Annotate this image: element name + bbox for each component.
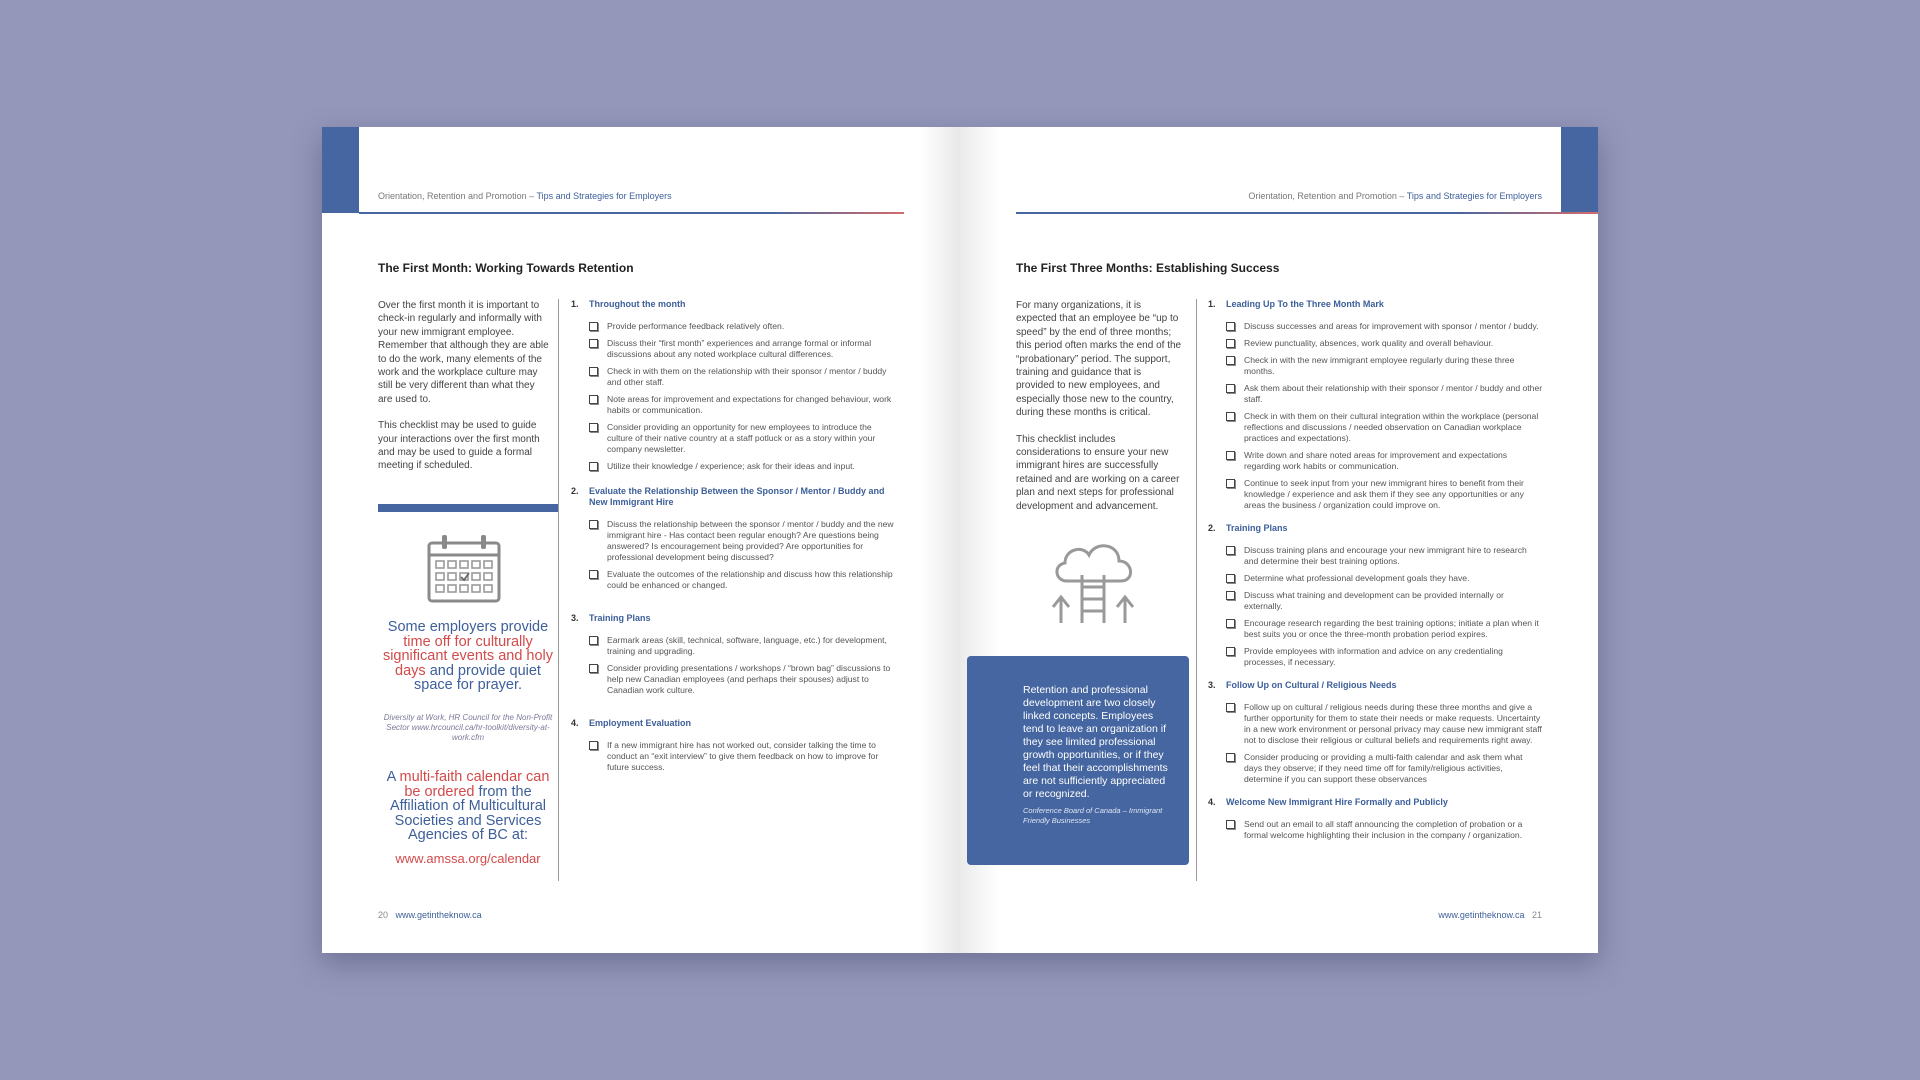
- section-title: Follow Up on Cultural / Religious Needs: [1226, 680, 1397, 690]
- section-number: 1.: [1208, 299, 1216, 309]
- section-heading: [571, 718, 896, 729]
- section-title: Training Plans: [1226, 523, 1288, 533]
- checklist-item-text: If a new immigrant hire has not worked out, consider talking the time to conduct an “exit interview” to give them feedback on how to improve for future success.: [607, 740, 879, 772]
- header-prefix: Orientation, Retention and Promotion –: [1248, 191, 1407, 201]
- checklist-item: [571, 394, 896, 416]
- section-number: 3.: [1208, 680, 1216, 690]
- section-heading: [1208, 299, 1543, 310]
- page-tab-left: [322, 127, 359, 213]
- running-header-right: [1248, 191, 1542, 201]
- checklist-item-text: Note areas for improvement and expectations for changed behaviour, work habits or communication.: [607, 394, 892, 415]
- checklist-left: [571, 299, 896, 779]
- checklist-item-text: Ask them about their relationship with their sponsor / mentor / buddy and other staff.: [1244, 383, 1543, 404]
- checkbox-icon[interactable]: [589, 423, 598, 432]
- checkbox-icon[interactable]: [1226, 384, 1235, 393]
- checkbox-icon[interactable]: [1226, 820, 1235, 829]
- checklist-section: [1208, 523, 1543, 668]
- checklist-item-text: Consider providing an opportunity for new employees to introduce the culture of their native country at a staff potluck or as a story within your company newsletter.: [607, 422, 876, 454]
- checklist-section: [571, 299, 896, 472]
- section-title: Welcome New Immigrant Hire Formally and Publicly: [1226, 797, 1448, 807]
- checklist-item-text: Encourage research regarding the best training options; initiate a plan when it best suits you or once the three-month probation period expires.: [1244, 618, 1539, 639]
- calendar-icon: [426, 533, 502, 605]
- header-rule-right: [1016, 212, 1598, 214]
- page-tab-right: [1561, 127, 1598, 213]
- checkbox-icon[interactable]: [589, 664, 598, 673]
- checklist-item: [571, 569, 896, 591]
- cloud-ladder-icon: [1049, 539, 1139, 627]
- checklist-item-text: Discuss what training and development can be provided internally or externally.: [1244, 590, 1504, 611]
- checkbox-icon[interactable]: [589, 339, 598, 348]
- checkbox-icon[interactable]: [1226, 703, 1235, 712]
- checklist-item: [1208, 450, 1543, 472]
- intro-paragraph: This checklist may be used to guide your interactions over the first month and may be used to guide a formal meeting if scheduled.: [378, 420, 540, 472]
- footer-link[interactable]: www.getintheknow.ca: [395, 910, 482, 920]
- checklist-item-text: Check in with them on their cultural integration within the workplace (personal reflections and discussions / needed observation on Canadian workplace practices and expectations).: [1244, 411, 1539, 443]
- checklist-section: [1208, 680, 1543, 785]
- checklist-section: [1208, 299, 1543, 511]
- checklist-section: [1208, 797, 1543, 841]
- section-title: Throughout the month: [589, 299, 686, 309]
- column-divider: [558, 299, 559, 881]
- checkbox-icon[interactable]: [1226, 339, 1235, 348]
- checklist-item-text: Provide employees with information and advice on any credentialing processes, if necessary.: [1244, 646, 1503, 667]
- checkbox-icon[interactable]: [1226, 753, 1235, 762]
- section-title: Leading Up To the Three Month Mark: [1226, 299, 1384, 309]
- checkbox-icon[interactable]: [589, 367, 598, 376]
- checkbox-icon[interactable]: [589, 322, 598, 331]
- checklist-item-text: Evaluate the outcomes of the relationship and discuss how this relationship could be enhanced or changed.: [607, 569, 893, 590]
- quote-highlight: time off for culturally significant events and holy days: [382, 633, 554, 679]
- checklist-item-text: Discuss training plans and encourage your new immigrant hire to research and determine their best training options.: [1244, 545, 1527, 566]
- checkbox-icon[interactable]: [1226, 647, 1235, 656]
- checklist-item: [571, 519, 896, 563]
- section-title: Training Plans: [589, 613, 651, 623]
- checkbox-icon[interactable]: [1226, 451, 1235, 460]
- quote-text: and provide quiet space for prayer.: [414, 662, 541, 693]
- intro-right: [1016, 299, 1182, 526]
- page-title-left: The First Month: Working Towards Retention: [378, 261, 634, 275]
- checklist-item-text: Continue to seek input from your new immigrant hires to benefit from their knowledge / experience and ask them if they see any opportunities or any areas the business / organization could improve on.: [1244, 478, 1524, 510]
- right-page: [960, 127, 1598, 953]
- checklist-item: [571, 461, 896, 472]
- page-number: 21: [1531, 910, 1542, 920]
- intro-paragraph: For many organizations, it is expected that an employee be “up to speed” by the end of three months; this period often marks the end of the “probationary” period. The support, training and guidance that is provided to new employees, and especially those new to the country, during these months is critical.: [1016, 300, 1182, 419]
- footer-link[interactable]: www.getintheknow.ca: [1438, 910, 1525, 920]
- checklist-item: [1208, 355, 1543, 377]
- quote-box-text: Retention and professional development are two closely linked concepts. Employees tend to leave an organization if they see limited professional growth opportunities, or if they feel that their accomplishments are not sufficiently appreciated or recognized.: [1023, 684, 1168, 800]
- intro-paragraph: This checklist includes considerations to ensure your new immigrant hires are successfully retained and are working on a career plan and next steps for professional development and advancement.: [1016, 433, 1180, 512]
- checkbox-icon[interactable]: [589, 395, 598, 404]
- checkbox-icon[interactable]: [1226, 412, 1235, 421]
- checklist-item: [1208, 383, 1543, 405]
- section-title: Employment Evaluation: [589, 718, 692, 728]
- checklist-item: [1208, 646, 1543, 668]
- section-number: 4.: [1208, 797, 1216, 807]
- checklist-item-text: Consider providing presentations / workshops / “brown bag” discussions to help new Canadian employees (and perhaps their spouses) adjust to Canadian work culture.: [607, 663, 891, 695]
- checklist-item: [1208, 819, 1543, 841]
- checklist-item: [571, 635, 896, 657]
- checkbox-icon[interactable]: [589, 462, 598, 471]
- left-page: [322, 127, 960, 953]
- checklist-item: [571, 663, 896, 696]
- checklist-item-text: Check in with the new immigrant employee regularly during these three months.: [1244, 355, 1515, 376]
- checkbox-icon[interactable]: [1226, 591, 1235, 600]
- booklet-spread: [322, 127, 1598, 953]
- checklist-item-text: Review punctuality, absences, work quality and overall behaviour.: [1244, 338, 1494, 348]
- checklist-item-text: Earmark areas (skill, technical, software, language, etc.) for development, training and upgrading.: [607, 635, 887, 656]
- checklist-item: [571, 740, 896, 773]
- footer-right: [1438, 910, 1542, 920]
- checklist-item: [1208, 618, 1543, 640]
- footer-left: [378, 910, 482, 920]
- section-title: Evaluate the Relationship Between the Sponsor / Mentor / Buddy and New Immigrant Hire: [589, 486, 885, 507]
- section-number: 2.: [571, 486, 579, 496]
- checklist-section: [571, 613, 896, 696]
- quote-box: [967, 656, 1189, 865]
- header-accent: Tips and Strategies for Employers: [1406, 191, 1542, 201]
- checklist-item: [1208, 545, 1543, 567]
- checklist-item: [1208, 590, 1543, 612]
- section-number: 2.: [1208, 523, 1216, 533]
- quote-text: A: [386, 769, 400, 785]
- checklist-item: [1208, 411, 1543, 444]
- checklist-item-text: Discuss their “first month” experiences and arrange formal or informal discussions about any noted workplace cultural differences.: [607, 338, 872, 359]
- checkbox-icon[interactable]: [589, 741, 598, 750]
- running-header-left: [378, 191, 672, 201]
- checklist-item: [1208, 478, 1543, 511]
- checkbox-icon[interactable]: [1226, 356, 1235, 365]
- checkbox-icon[interactable]: [1226, 479, 1235, 488]
- sidebar-accent-bar: [378, 504, 558, 512]
- checkbox-icon[interactable]: [589, 570, 598, 579]
- checklist-right: [1208, 299, 1543, 847]
- checkbox-icon[interactable]: [589, 520, 598, 529]
- checklist-item-text: Utilize their knowledge / experience; ask for their ideas and input.: [607, 461, 855, 471]
- quote-highlight: multi-faith calendar can be ordered: [399, 769, 550, 800]
- intro-left: [378, 299, 550, 486]
- sidebar-quote-prayer: [378, 620, 558, 693]
- section-heading: [1208, 680, 1543, 691]
- checklist-item-text: Check in with them on the relationship with their sponsor / mentor / buddy and other staff.: [607, 366, 887, 387]
- section-heading: [571, 299, 896, 310]
- section-heading: [1208, 797, 1543, 808]
- checklist-section: [571, 718, 896, 773]
- page-title-right: The First Three Months: Establishing Success: [1016, 261, 1280, 275]
- checklist-item-text: Discuss the relationship between the sponsor / mentor / buddy and the new immigrant hire - Has contact been regular enough? Are questions being answered? Is encouragement being provided? Are opportunities for professional development being discussed?: [607, 519, 894, 562]
- section-heading: [571, 613, 896, 624]
- intro-paragraph: Over the first month it is important to check-in regularly and informally with your new immigrant employee. Remember that although they are able to do the work, many elements of the work and the workplace culture may still be very different than what they are used to.: [378, 300, 549, 405]
- sidebar-quote-calendar: [378, 770, 558, 843]
- checklist-item: [1208, 752, 1543, 785]
- header-rule-left: [359, 212, 904, 214]
- quote-box-source: Conference Board of Canada – Immigrant Friendly Businesses: [1023, 806, 1163, 825]
- checklist-item: [571, 366, 896, 388]
- checklist-item-text: Follow up on cultural / religious needs during these three months and give a further opportunity for them to state their needs or make requests. Uncertainty in a new work environment or personal privacy may cause new immigrant staff not to disclose their religious or cultural beliefs and requirements right away.: [1244, 702, 1542, 745]
- quote-text: Some employers provide: [387, 619, 549, 635]
- checkbox-icon[interactable]: [1226, 574, 1235, 583]
- column-divider: [1196, 299, 1197, 881]
- checklist-item: [571, 321, 896, 332]
- section-heading: [1208, 523, 1543, 534]
- section-number: 1.: [571, 299, 579, 309]
- checklist-item-text: Write down and share noted areas for improvement and expectations regarding work habits or communication.: [1244, 450, 1508, 471]
- checkbox-icon[interactable]: [1226, 322, 1235, 331]
- checklist-item: [571, 338, 896, 360]
- checkbox-icon[interactable]: [1226, 619, 1235, 628]
- checklist-item-text: Discuss successes and areas for improvement with sponsor / mentor / buddy.: [1244, 321, 1539, 331]
- quote-text: from the Affiliation of Multicultural Societies and Services Agencies of BC at:: [389, 783, 547, 843]
- checklist-item: [1208, 321, 1543, 332]
- checkbox-icon[interactable]: [589, 636, 598, 645]
- section-number: 4.: [571, 718, 579, 728]
- checklist-section: [571, 486, 896, 591]
- checklist-item-text: Send out an email to all staff announcing the completion of probation or a formal welcome highlighting their inclusion in the company / organization.: [1244, 819, 1523, 840]
- section-heading: [571, 486, 896, 508]
- checklist-item: [1208, 338, 1543, 349]
- checklist-item: [571, 422, 896, 455]
- checklist-item-text: Provide performance feedback relatively often.: [607, 321, 785, 331]
- checklist-item: [1208, 702, 1543, 746]
- calendar-link[interactable]: www.amssa.org/calendar: [395, 851, 541, 866]
- checklist-item-text: Determine what professional development goals they have.: [1244, 573, 1470, 583]
- section-number: 3.: [571, 613, 579, 623]
- page-number: 20: [378, 910, 389, 920]
- header-prefix: Orientation, Retention and Promotion –: [378, 191, 537, 201]
- checklist-item-text: Consider producing or providing a multi-faith calendar and ask them what days they observe; if they need time off for family/religious activities, determine if you can support these observances: [1244, 752, 1523, 784]
- checkbox-icon[interactable]: [1226, 546, 1235, 555]
- sidebar-source: Diversity at Work, HR Council for the Non-Profit Sector www.hrcouncil.ca/hr-toolkit/diversity-at-work.cfm: [383, 713, 553, 742]
- checklist-item: [1208, 573, 1543, 584]
- header-accent: Tips and Strategies for Employers: [536, 191, 672, 201]
